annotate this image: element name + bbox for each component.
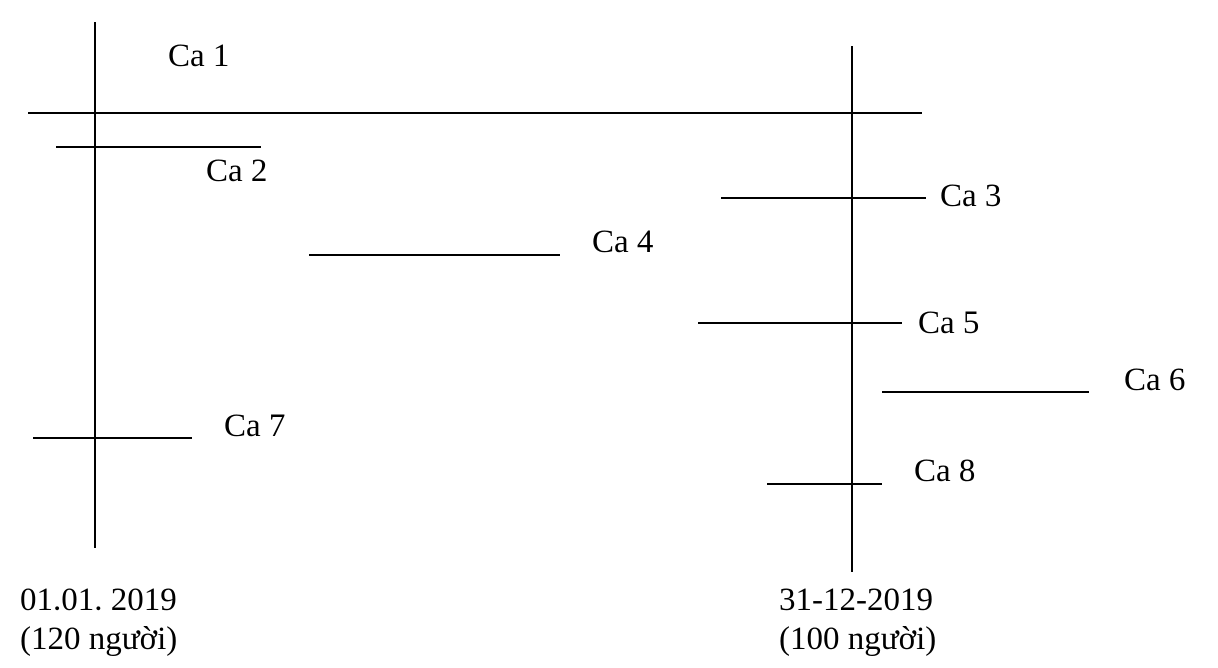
case-7-label: Ca 7	[224, 408, 286, 444]
case-5-label: Ca 5	[918, 305, 980, 341]
case-3-label: Ca 3	[940, 178, 1002, 214]
case-2-label: Ca 2	[206, 153, 268, 189]
end-date-label: 31-12-2019	[779, 582, 933, 618]
start-date-label: 01.01. 2019	[20, 582, 177, 618]
case-1-label: Ca 1	[168, 38, 230, 74]
case-4-label: Ca 4	[592, 224, 654, 260]
case-6-label: Ca 6	[1124, 362, 1186, 398]
start-population-label: (120 người)	[20, 621, 178, 657]
case-8-label: Ca 8	[914, 453, 976, 489]
end-population-label: (100 người)	[779, 621, 937, 657]
